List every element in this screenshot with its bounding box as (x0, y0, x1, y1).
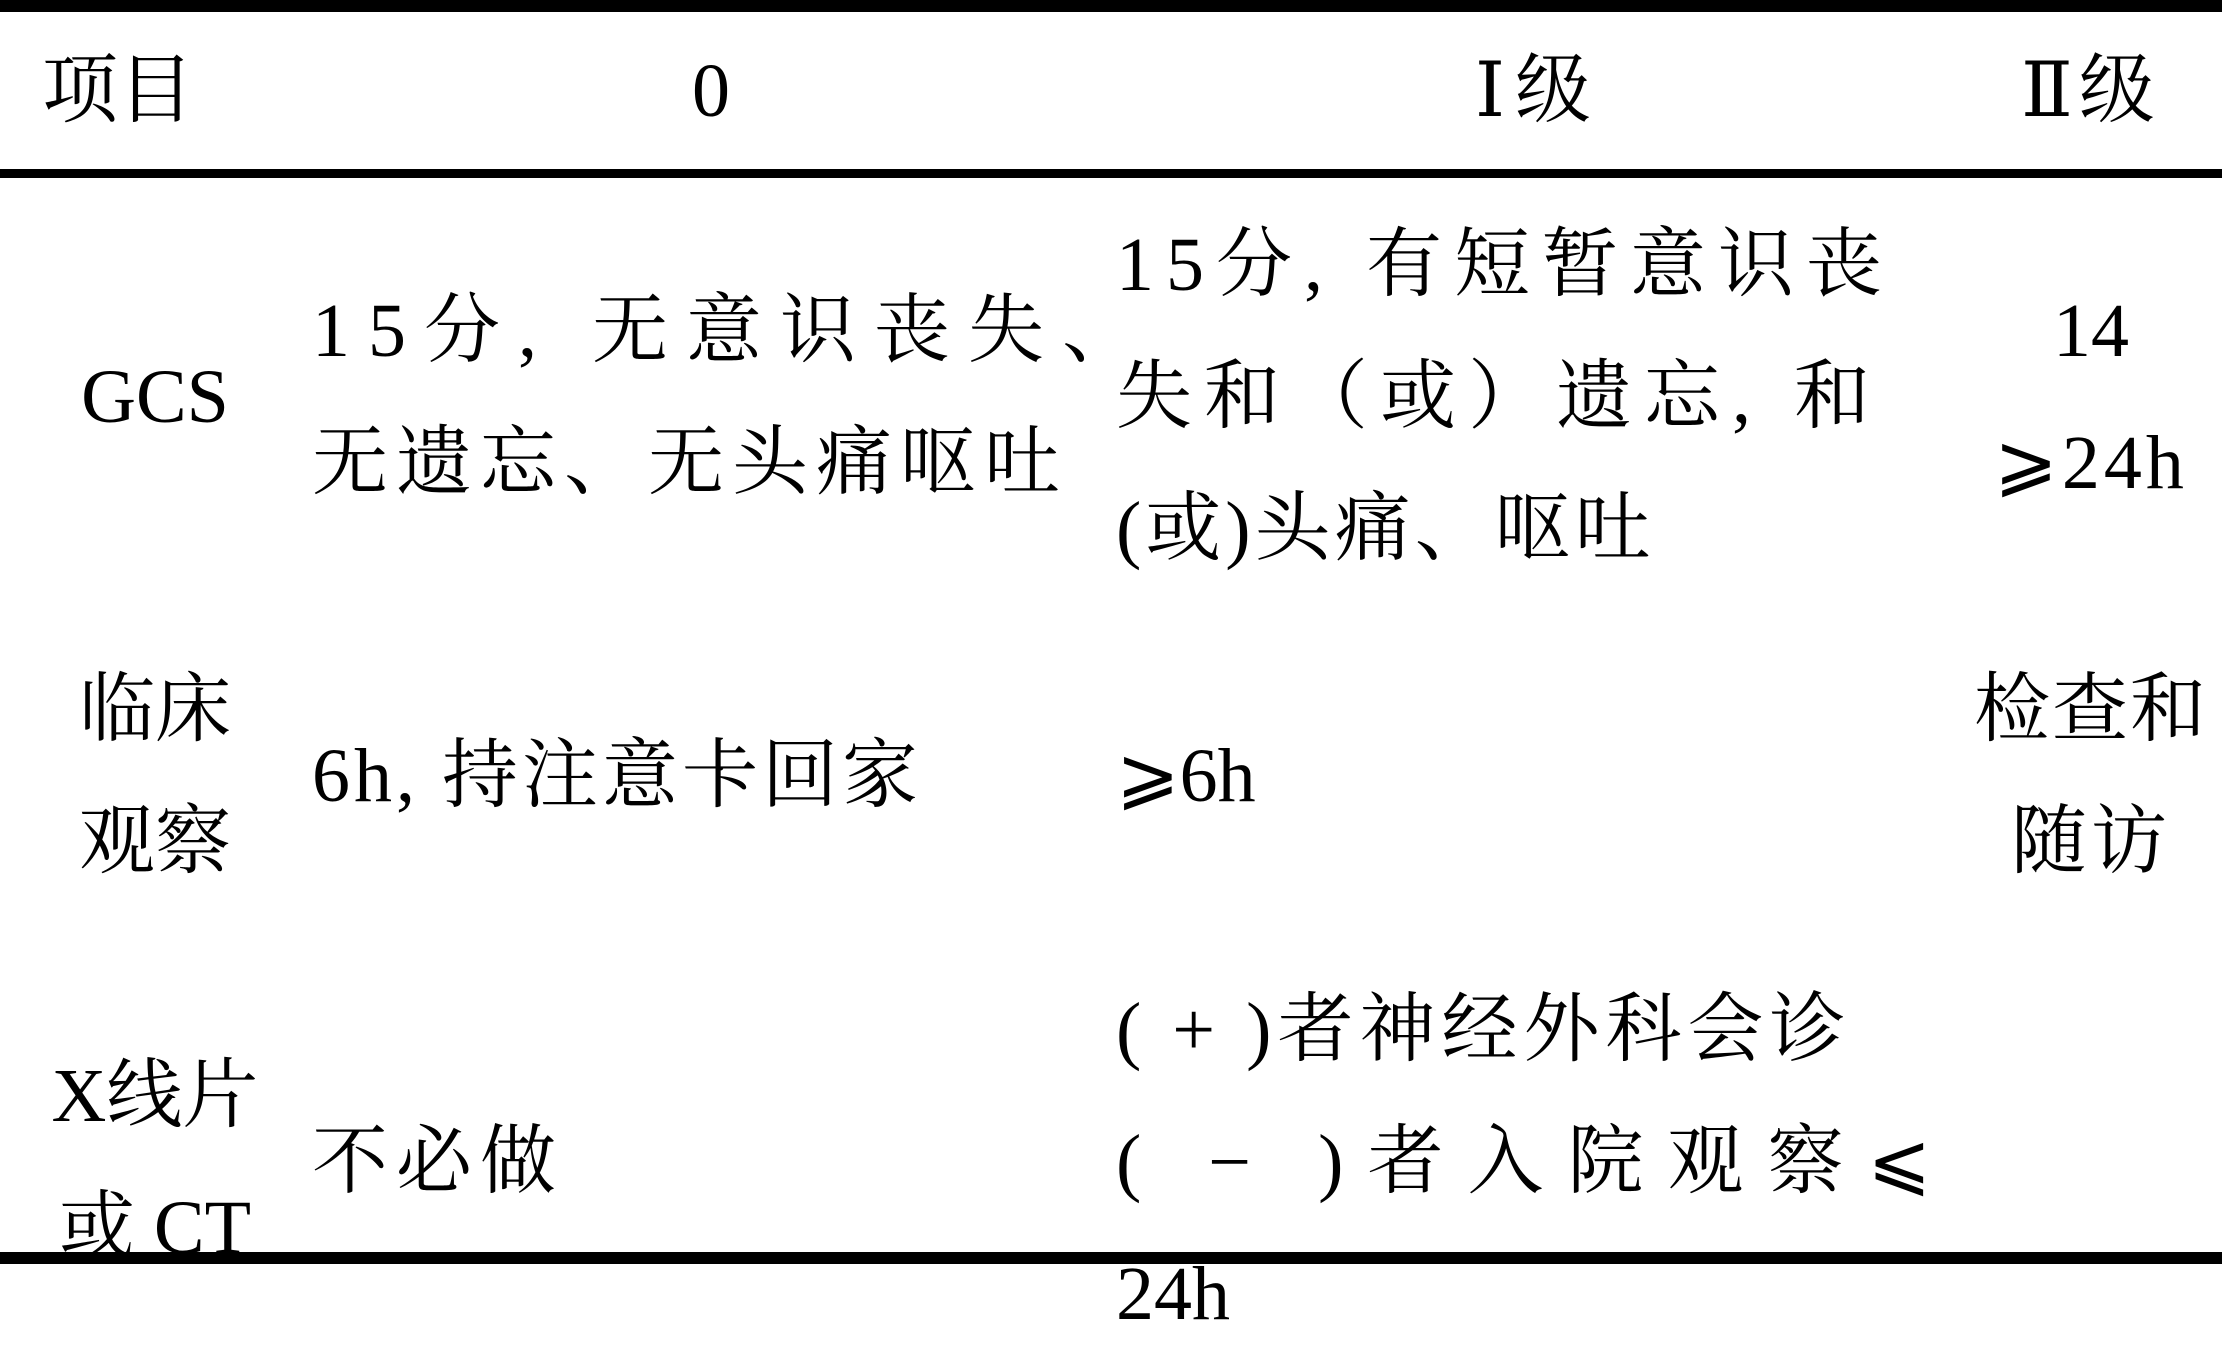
cell-text-line: 失和（或）遗忘, 和 (1116, 355, 1882, 439)
cell-xray-grade1 (1110, 906, 1960, 1360)
cell-text-line: (或)头痛、呕吐 (1116, 487, 1655, 571)
cell-text-line: ⩾24h (1994, 421, 2188, 505)
cell-text-line: 检查和 (1974, 668, 2208, 752)
cell-text-line: 随访 (2011, 800, 2171, 884)
cell-text-line: 不必做 (312, 1120, 564, 1204)
cell-xray-grade0 (310, 906, 1110, 1360)
row-gcs (0, 178, 2222, 644)
cell-text-line: 14 (2053, 289, 2129, 373)
cell-text-line: 15分, 无意识丧失、 (312, 289, 1156, 373)
header-row (0, 12, 2222, 178)
cell-clinical-grade0 (310, 644, 1110, 908)
cell-gcs-grade2 (1960, 178, 2222, 644)
cell-text-line: 观察 (79, 800, 231, 884)
cell-text-line: GCS (81, 355, 229, 439)
cell-gcs-grade1 (1110, 178, 1960, 644)
cell-text-line: 24h (1116, 1252, 1230, 1336)
header-item-label: 项目 (42, 48, 194, 133)
cell-text-line: 6h, 持注意卡回家 (312, 734, 922, 818)
cell-text-line: ⩾6h (1116, 734, 1256, 818)
cell-xray-item (0, 906, 310, 1360)
cell-gcs-grade0 (310, 178, 1156, 644)
header-grade-0 (310, 12, 1110, 169)
cell-text-line: 无遗忘、无头痛呕吐 (312, 421, 1068, 505)
cell-xray-grade2 (1960, 906, 2222, 1360)
header-grade-2-label: Ⅱ级 (2021, 48, 2161, 133)
cell-text-line: 或 CT (58, 1186, 252, 1270)
row-clinical-observation (0, 644, 2222, 906)
cell-text-line: 临床 (79, 668, 231, 752)
header-item-column (0, 12, 310, 169)
cell-clinical-grade2 (1960, 644, 2222, 908)
row-xray-ct (0, 906, 2222, 1336)
cell-text-line: X线片 (51, 1054, 259, 1138)
header-grade-0-label: 0 (692, 48, 730, 133)
header-grade-1 (1110, 12, 1960, 169)
cell-clinical-grade1 (1110, 644, 1960, 908)
cell-text-line: 15分, 有短暂意识丧 (1116, 223, 1894, 307)
header-grade-1-label: Ⅰ级 (1474, 48, 1602, 133)
cell-clinical-item (0, 644, 310, 908)
header-grade-2 (1960, 12, 2222, 169)
cell-gcs-item (0, 178, 310, 644)
cell-text-line: ( − )者入院观察⩽ (1116, 1120, 1956, 1204)
cell-text-line: ( + )者神经外科会诊 (1116, 988, 1852, 1072)
